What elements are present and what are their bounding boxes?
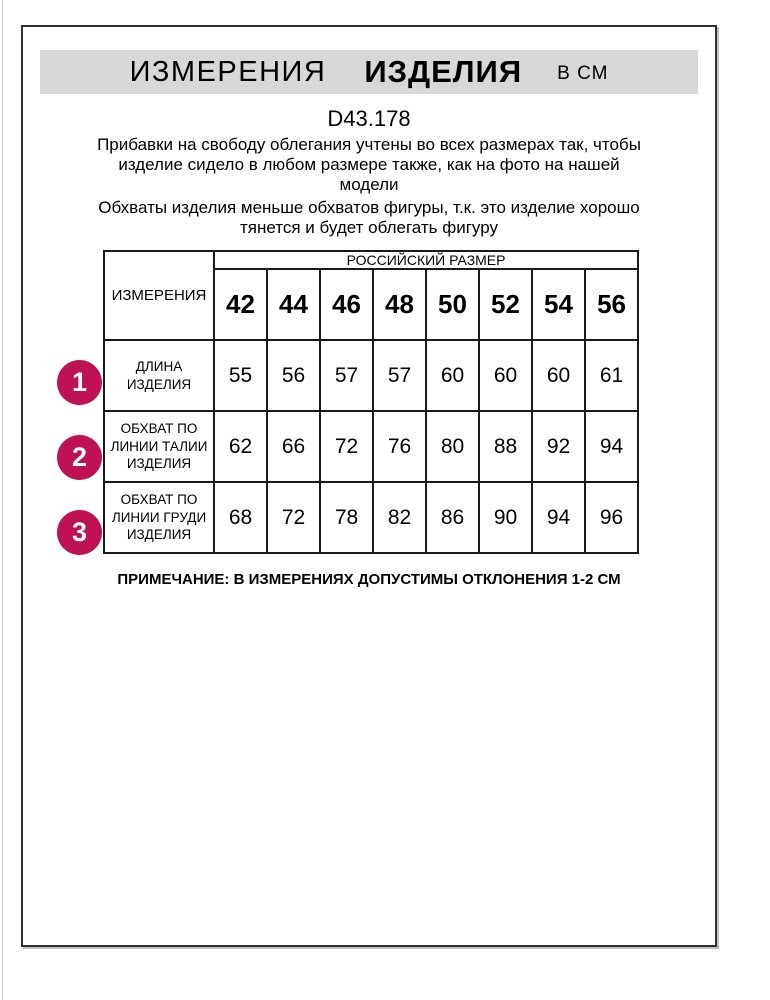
size-col-header: 56 <box>585 269 638 340</box>
size-col-header: 54 <box>532 269 585 340</box>
size-col-header: 50 <box>426 269 479 340</box>
table-cell: 60 <box>479 340 532 411</box>
size-table <box>103 250 639 554</box>
size-table-zone <box>71 250 637 554</box>
row-marker-1: 1 <box>57 360 102 405</box>
table-row-length <box>104 340 638 411</box>
size-col-header: 48 <box>373 269 426 340</box>
size-col-header: 44 <box>267 269 320 340</box>
table-cell: 57 <box>320 340 373 411</box>
note-text: ПРИМЕЧАНИЕ: В ИЗМЕРЕНИЯХ ДОПУСТИМЫ ОТКЛОНЕНИЯ 1-2 СМ <box>117 571 621 588</box>
table-row <box>104 251 638 269</box>
row-label-length: ДЛИНА ИЗДЕЛИЯ <box>104 340 214 411</box>
table-cell: 56 <box>267 340 320 411</box>
table-cell: 66 <box>267 411 320 482</box>
table-cell: 62 <box>214 411 267 482</box>
table-cell: 61 <box>585 340 638 411</box>
table-cell: 55 <box>214 340 267 411</box>
row-marker-2: 2 <box>57 435 102 480</box>
table-cell: 86 <box>426 482 479 553</box>
table-cell: 88 <box>479 411 532 482</box>
document-page <box>21 25 717 947</box>
row-label-chest: ОБХВАТ ПО ЛИНИИ ГРУДИ ИЗДЕЛИЯ <box>104 482 214 553</box>
intro-paragraph-1: Прибавки на свободу облегания учтены во всех размерах так, чтобы изделие сидело в любом размере также, как на фото на нашей модели <box>97 135 641 194</box>
table-corner-header: ИЗМЕРЕНИЯ <box>104 251 214 340</box>
table-cell: 92 <box>532 411 585 482</box>
title-measurements: ИЗМЕРЕНИЯ <box>129 55 327 88</box>
title-bar <box>40 50 698 94</box>
table-cell: 60 <box>532 340 585 411</box>
table-cell: 90 <box>479 482 532 553</box>
table-cell: 78 <box>320 482 373 553</box>
table-row-waist <box>104 411 638 482</box>
table-cell: 82 <box>373 482 426 553</box>
table-cell: 72 <box>267 482 320 553</box>
size-group-header: РОССИЙСКИЙ РАЗМЕР <box>214 251 638 269</box>
intro-paragraph-2: Обхваты изделия меньше обхватов фигуры, т.к. это изделие хорошо тянется и будет облегать фигуру <box>98 198 640 237</box>
title-units: В СМ <box>557 63 609 84</box>
model-code: D43.178 <box>327 106 411 131</box>
table-cell: 57 <box>373 340 426 411</box>
table-cell: 68 <box>214 482 267 553</box>
table-cell: 96 <box>585 482 638 553</box>
size-col-header: 52 <box>479 269 532 340</box>
table-cell: 72 <box>320 411 373 482</box>
table-cell: 94 <box>585 411 638 482</box>
table-row-chest <box>104 482 638 553</box>
row-label-waist: ОБХВАТ ПО ЛИНИИ ТАЛИИ ИЗДЕЛИЯ <box>104 411 214 482</box>
size-col-header: 42 <box>214 269 267 340</box>
table-cell: 94 <box>532 482 585 553</box>
scan-edge-line <box>2 0 3 1000</box>
table-cell: 60 <box>426 340 479 411</box>
row-marker-3: 3 <box>57 510 102 555</box>
table-cell: 80 <box>426 411 479 482</box>
title-product: ИЗДЕЛИЯ <box>364 54 523 89</box>
size-col-header: 46 <box>320 269 373 340</box>
table-cell: 76 <box>373 411 426 482</box>
